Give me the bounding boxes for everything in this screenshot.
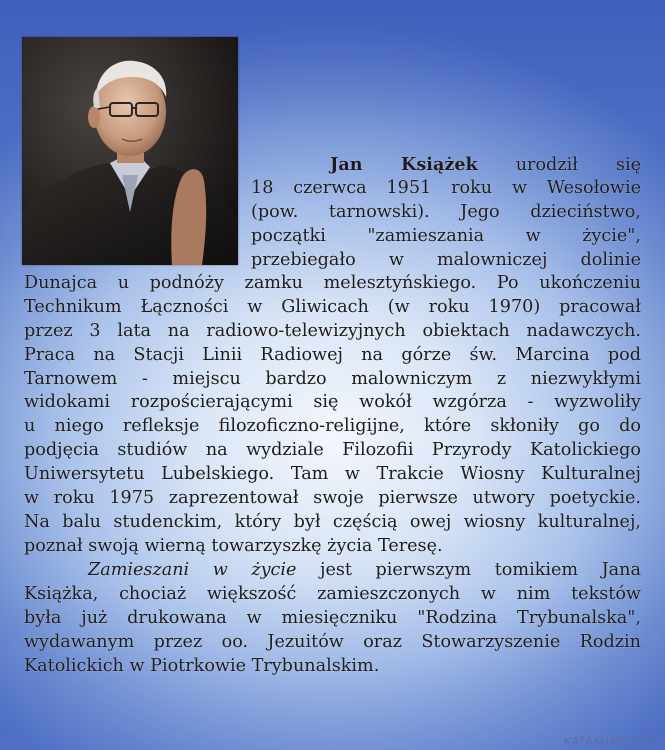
desc-line: była już drukowana w miesięczniku "Rodzina Trybunalska", <box>24 607 641 628</box>
bio-line: Na balu studenckim, który był częścią owej wiosny kulturalnej, <box>24 511 641 532</box>
author-portrait-photo <box>22 37 238 265</box>
watermark: KATAKUMBUS.PL <box>564 735 661 748</box>
book-description-block <box>24 559 641 678</box>
desc-line: wydawanym przez oo. Jezuitów oraz Stowarzyszenie Rodzin <box>24 631 641 652</box>
bio-line: u niego refleksje filozoficzno-religijne, które skłoniły go do <box>24 416 641 437</box>
bio-line: w roku 1975 zaprezentował swoje pierwsze utwory poetyckie. <box>24 488 641 509</box>
bio-line: Dunajca u podnóży zamku melesztyńskiego. Po ukończeniu <box>24 273 641 293</box>
author-name: Jan Książek <box>330 154 478 175</box>
intro-line-2: 18 czerwca 1951 roku w Wesołowie <box>251 177 641 198</box>
book-title: Zamieszani w życie <box>88 560 297 580</box>
bio-line: widokami rozpościerającymi się wokół wzgórza - wyzwoliły <box>24 392 641 413</box>
bio-line: poznał swoją wierną towarzyszkę życia Teresę. <box>24 535 443 556</box>
desc-line-1: Zamieszani w życie jest pierwszym tomikiem Jana <box>88 560 641 580</box>
bio-line: Technikum Łączności w Gliwicach (w roku 1970) pracował <box>24 296 641 317</box>
bio-line: Praca na Stacji Linii Radiowej na górze św. Marcina pod <box>24 344 641 365</box>
intro-line-4: początki "zamieszania w życie", <box>251 225 641 246</box>
desc-line: Książka, chociaż większość zamieszczonych w nim tekstów <box>24 583 641 604</box>
author-portrait-illustration <box>22 37 238 265</box>
bio-line: podjęcia studiów na wydziale Filozofii Przyrody Katolickiego <box>24 440 641 461</box>
bio-line: przez 3 lata na radiowo-telewizyjnych obiektach nadawczych. <box>24 320 641 341</box>
bio-line: Tarnowem - miejscu bardzo malowniczym z niezwykłymi <box>24 368 641 389</box>
intro-text-block <box>251 153 641 272</box>
intro-line-1: Jan Książek urodził się <box>330 154 642 175</box>
bio-line: Uniwersytetu Lubelskiego. Tam w Trakcie Wiosny Kulturalnej <box>24 464 641 485</box>
intro-line-5: przebiegało w malowniczej dolinie <box>251 249 641 270</box>
desc-line: Katolickich w Piotrkowie Trybunalskim. <box>24 655 380 676</box>
intro-line-3: (pow. tarnowski). Jego dzieciństwo, <box>251 201 641 222</box>
biography-text-block <box>24 272 641 559</box>
